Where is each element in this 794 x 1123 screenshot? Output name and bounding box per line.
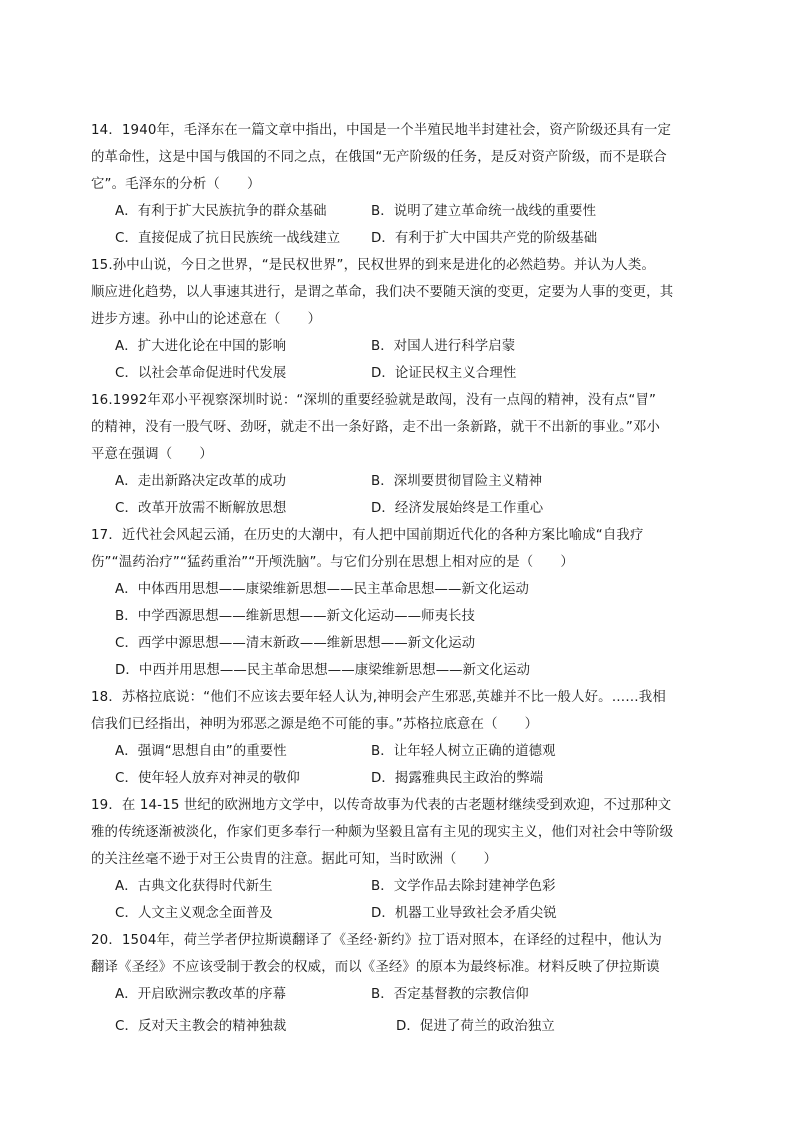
question-15-text: 15.孙中山说，今日之世界，“是民权世界”，民权世界的到来是进化的必然趋势。并认为人类。 — [91, 258, 656, 273]
question-17-option-d: D．中西并用思想——民主革命思想——康梁维新思想——新文化运动 — [115, 663, 531, 678]
question-20-text: 20．1504年，荷兰学者伊拉斯谟翻译了《圣经·新约》拉丁语对照本，在译经的过程中，他认为 — [91, 933, 662, 948]
question-16-text: 的精神，没有一股气呀、劲呀，就走不出一条好路，走不出一条新路，就干不出新的事业。”邓小 — [91, 420, 661, 435]
question-20-option-a: A．开启欧洲宗教改革的序幕 — [115, 987, 287, 1002]
question-16-option-a: A．走出新路决定改革的成功 — [115, 474, 287, 489]
question-14-option-c: C．直接促成了抗日民族统一战线建立 — [115, 231, 341, 246]
question-14-option-a: A．有利于扩大民族抗争的群众基础 — [115, 204, 327, 219]
question-20-option-b: B．否定基督教的宗教信仰 — [371, 987, 529, 1002]
question-16-option-b: B．深圳要贯彻冒险主义精神 — [371, 474, 543, 489]
question-17-text: 17．近代社会风起云涌，在历史的大潮中，有人把中国前期近代化的各种方案比喻成“自我疗 — [91, 528, 644, 543]
question-19-text: 雅的传统逐渐被淡化，作家们更多奉行一种颇为坚毅且富有主见的现实主义，他们对社会中等阶级 — [91, 825, 674, 840]
question-19-option-d: D．机器工业导致社会矛盾尖锐 — [371, 906, 557, 921]
question-18-option-a: A．强调“思想自由”的重要性 — [115, 744, 287, 759]
question-17-option-c: C．西学中源思想——清末新政——维新思想——新文化运动 — [115, 636, 476, 651]
question-20-text: 翻译《圣经》不应该受制于教会的权威，而以《圣经》的原本为最终标准。材料反映了伊拉斯谟 — [91, 960, 660, 975]
question-14-option-d: D．有利于扩大中国共产党的阶级基础 — [371, 231, 598, 246]
question-15-option-c: C．以社会革命促进时代发展 — [115, 366, 287, 381]
question-14-text: 它”。毛泽东的分析（ ） — [91, 177, 261, 192]
question-16-option-c: C．改革开放需不断解放思想 — [115, 501, 287, 516]
question-15-option-a: A．扩大进化论在中国的影响 — [115, 339, 287, 354]
question-19-option-a: A．古典文化获得时代新生 — [115, 879, 273, 894]
question-15-text: 顺应进化趋势，以人事速其进行，是谓之革命，我们决不要随天演的变更，定要为人事的变更，其 — [91, 285, 674, 300]
question-18-option-d: D．揭露雅典民主政治的弊端 — [371, 771, 544, 786]
question-19-option-c: C．人文主义观念全面普及 — [115, 906, 273, 921]
question-14-option-b: B．说明了建立革命统一战线的重要性 — [371, 204, 597, 219]
question-19-option-b: B．文学作品去除封建神学色彩 — [371, 879, 556, 894]
question-18-text: 信我们已经指出，神明为邪恶之源是绝不可能的事。”苏格拉底意在（ ） — [91, 717, 539, 732]
question-19-text: 19．在 14-15 世纪的欧洲地方文学中，以传奇故事为代表的古老题材继续受到欢迎，不过那种文 — [91, 798, 672, 813]
question-20-option-c: C．反对天主教会的精神独裁 — [115, 1019, 287, 1034]
question-16-option-d: D．经济发展始终是工作重心 — [371, 501, 544, 516]
question-17-option-a: A．中体西用思想——康梁维新思想——民主革命思想——新文化运动 — [115, 582, 529, 597]
question-18-option-b: B．让年轻人树立正确的道德观 — [371, 744, 556, 759]
question-16-text: 16.1992年邓小平视察深圳时说：“深圳的重要经验就是敢闯，没有一点闯的精神，没有点“冒” — [91, 393, 657, 408]
question-15-text: 进步方速。孙中山的论述意在（ ） — [91, 312, 322, 327]
question-14-text: 的革命性，这是中国与俄国的不同之点，在俄国“无产阶级的任务，是反对资产阶级，而不是联合 — [91, 150, 667, 165]
question-17-text: 伤”“温药治疗”“猛药重治”“开颅洗脑”。与它们分别在思想上相对应的是（ ） — [91, 555, 574, 570]
question-16-text: 平意在强调（ ） — [91, 447, 213, 462]
question-18-option-c: C．使年轻人放弃对神灵的敬仰 — [115, 771, 300, 786]
question-17-option-b: B．中学西源思想——维新思想——新文化运动——师夷长技 — [115, 609, 476, 624]
question-15-option-b: B．对国人进行科学启蒙 — [371, 339, 516, 354]
question-14-text: 14．1940年，毛泽东在一篇文章中指出，中国是一个半殖民地半封建社会，资产阶级还具有一定 — [91, 123, 672, 138]
question-18-text: 18．苏格拉底说：“他们不应该去要年轻人认为,神明会产生邪恶,英雄并不比一般人好。……我相 — [91, 690, 666, 705]
question-19-text: 的关注丝毫不逊于对王公贵胄的注意。据此可知，当时欧洲（ ） — [91, 852, 498, 867]
question-20-option-d: D．促进了荷兰的政治独立 — [396, 1019, 555, 1034]
question-15-option-d: D．论证民权主义合理性 — [371, 366, 517, 381]
